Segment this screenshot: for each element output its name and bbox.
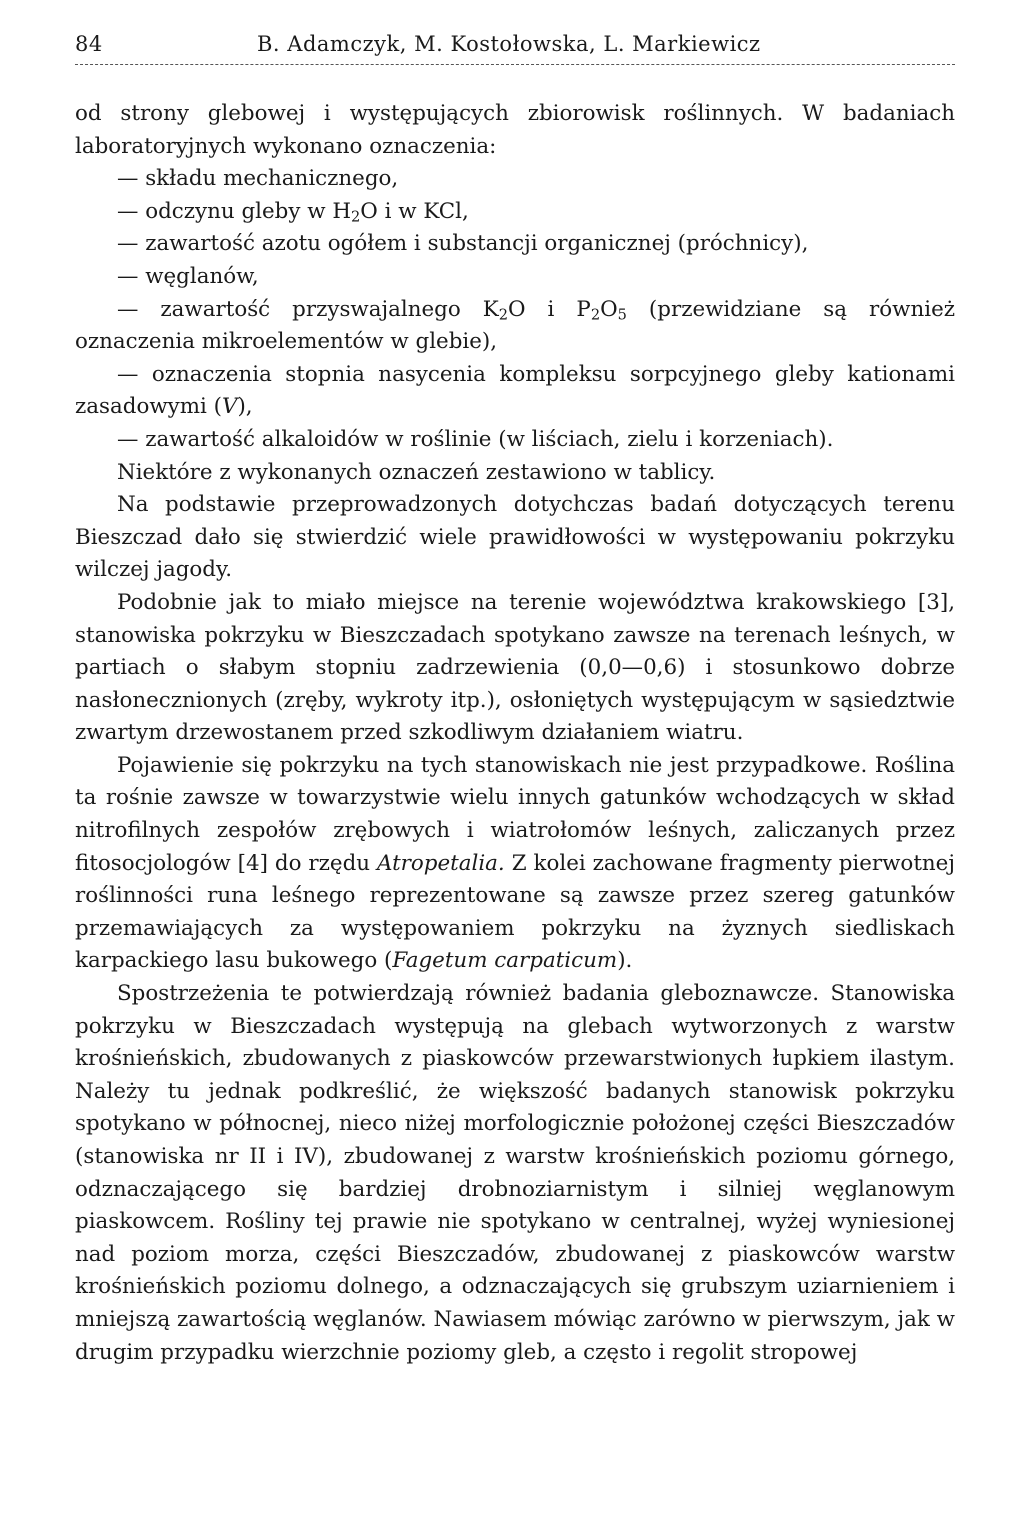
list-item-soil-reaction (75, 196, 955, 229)
intro-paragraph: od strony glebowej i występujących zbiorowisk roślinnych. W badaniach laboratoryjnych wykonano oznaczenia: (75, 101, 955, 159)
paragraph-forest-sites: Podobnie jak to miało miejsce na terenie województwa krakowskiego [3], stanowiska pokrzyku w Bieszczadach spotykano zawsze na terenach leśnych, w partiach o słabym stopniu zadrzewienia (0,0—0,6) i stosunkowo dobrze nasłonecznionych (zręby, wykroty itp.), osłoniętych występującym w sąsiedztwie zwartym drzewostanem przed szkodliwym działaniem wiatru. (75, 589, 955, 746)
subscript: 2 (498, 306, 508, 324)
list-item-text: O i P (508, 296, 591, 322)
list-item-mechanical-composition: — składu mechanicznego, (117, 166, 399, 192)
italic-symbol: V (222, 394, 238, 420)
list-item-text: O (600, 296, 618, 322)
list-item-nitrogen-content: — zawartość azotu ogółem i substancji organicznej (próchnicy), (117, 231, 809, 257)
subscript: 2 (590, 306, 601, 324)
table-note-paragraph: Niektóre z wykonanych oznaczeń zestawiono w tablicy. (117, 459, 716, 485)
list-item-carbonates: — węglanów, (117, 263, 259, 289)
italic-taxon: Atropetalia. (377, 850, 505, 876)
paragraph-plant-associations (75, 750, 955, 978)
paragraph-soil-observations: Spostrzeżenia te potwierdzają również badania gleboznawcze. Stanowiska pokrzyku w Bieszczadach występują na glebach wytworzonych z warstw krośnieńskich, zbudowanych z piaskowców przewarstwionych łupkiem ilastym. Należy tu jednak podkreślić, że większość badanych stanowisk pokrzyku spotykano w północnej, nieco niżej morfologicznie położonej części Bieszczadów (stanowiska nr II i IV), zbudowanej z warstw krośnieńskich poziomu górnego, odznaczającego się bardziej drobnoziarnistym i silniej węglanowym piaskowcem. Rośliny tej prawie nie spotykano w centralnej, wyżej wyniesionej nad poziom morza, części Bieszczadów, zbudowanej z piaskowców warstw krośnieńskich poziomu dolnego, a odznaczających się grubszym uziarnieniem i mniejszą zawartością węglanów. Nawiasem mówiąc zarówno w pierwszym, jak w drugim przypadku wierzchnie poziomy gleb, a często i regolit stropowej (75, 981, 955, 1365)
paragraph-bieszczady-findings: Na podstawie przeprowadzonych dotychczas badań dotyczących terenu Bieszczad dało się stwierdzić wiele prawidłowości w występowaniu pokrzyku wilczej jagody. (75, 492, 955, 583)
book-page (75, 22, 955, 1369)
list-item-available-nutrients (75, 294, 955, 359)
italic-taxon: Fagetum carpaticum (392, 948, 618, 974)
list-item-saturation (75, 359, 955, 424)
subscript: 2 (350, 208, 361, 226)
header-rule (75, 64, 955, 65)
paragraph-text: Z kolei zachowane fragmenty pierwotnej roślinności runa leśnego reprezentowane są zawsze przez szereg gatunków przemawiających za występowaniem pokrzyku na żyznych siedliskach karpackiego lasu bukowego ( (75, 850, 955, 974)
list-item-alkaloids: — zawartość alkaloidów w roślinie (w liściach, zielu i korzeniach). (117, 426, 834, 452)
list-item-text: — oznaczenia stopnia nasycenia kompleksu sorpcyjnego gleby kationami zasadowymi ( (75, 361, 955, 420)
paragraph-text: Pojawienie się pokrzyku na tych stanowiskach nie jest przypadkowe. Roślina ta rośnie zawsze w towarzystwie wielu innych gatunków wchodzących w skład nitrofilnych zespołów zrębowych i wiatrołomów leśnych, zaliczanych przez fitosocjologów [4] do rzędu (75, 752, 955, 876)
paragraph-text: ). (617, 948, 633, 974)
list-item-text: ), (237, 394, 253, 420)
list-item-text: — odczynu gleby w H (117, 198, 351, 224)
list-item-text: O i w KCl, (360, 198, 469, 224)
running-head (75, 22, 955, 62)
list-item-text: (przewidziane są również oznaczenia mikroelementów w glebie), (75, 296, 955, 355)
subscript: 5 (617, 306, 627, 324)
list-item-text: — zawartość przyswajalnego K (117, 296, 499, 322)
page-number: 84 (75, 32, 103, 56)
running-head-authors: B. Adamczyk, M. Kostołowska, L. Markiewicz (257, 32, 761, 56)
body-text (75, 98, 955, 1369)
